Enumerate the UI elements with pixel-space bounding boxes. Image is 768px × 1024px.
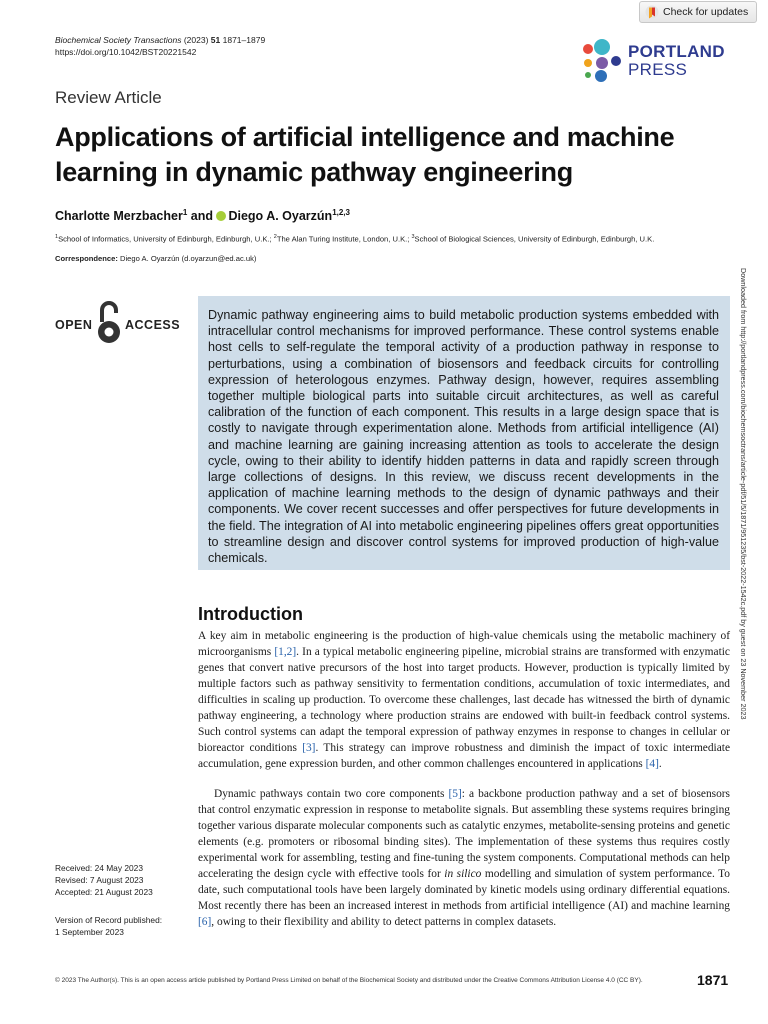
paragraph-text: . In a typical metabolic engineering pipeline, microbial strains are transformed with enzymatic genes that convert native precursors of the host into target products. However, production is typically limited by multiple factors such as pathway sensitivity to fermentation conditions, accumulation of toxic intermediates, and difficulties in scaling up production. To overcome these challenges, last decade has witnessed the birth of dynamic pathway engineering, a technology where production strains are endowed with built-in feedback control systems. Such control systems can adapt the temporal expression of pathway enzymes in response to changes in cellular or bioreactor conditions <box>198 646 730 754</box>
intro-paragraph-1 <box>198 628 730 772</box>
correspondence <box>55 254 256 263</box>
paragraph-text: . This strategy can improve robustness and diminish the impact of toxic intermediate accumulation, gene expression burden, and other common challenges encountered in applications <box>198 742 731 770</box>
crossmark-icon <box>645 5 659 19</box>
logo-word-portland: PORTLAND <box>628 42 725 61</box>
open-lock-icon <box>96 300 122 346</box>
citation-link[interactable]: [1,2] <box>274 646 297 658</box>
intro-paragraph-2 <box>198 786 730 930</box>
orcid-icon[interactable] <box>216 211 226 221</box>
license-footer: © 2023 The Author(s). This is an open access article published by Portland Press Limited on behalf of the Biochemical Society and distributed under the Creative Commons Attribution License 4.0 (CC BY). <box>55 977 643 984</box>
author-conjunction: and <box>190 209 213 224</box>
vor-label: Version of Record published: <box>55 915 163 925</box>
citation-link[interactable]: [3] <box>302 742 316 754</box>
author-affiliation-marker: 1 <box>182 208 188 217</box>
abstract-box: Dynamic pathway engineering aims to build metabolic production systems embedded with intracellular control mechanisms for improved performance. These control systems enable host cells to self-regulate the temporal activity of a production pathway in response to perturbations, using a combination of biosensors and feedback circuits for controlling expression of heterologous enzymes. Pathway design, however, requires assembling together multiple biological parts into suitable circuit architectures, as well as careful calibration of the function of each component. This results in a large design space that is costly to navigate through experimentation alone. Methods from artificial intelligence (AI) and machine learning are gaining increasing attention as tools to accelerate the design cycle, owing to their ability to identify hidden patterns in data and rapidly screen through large collections of designs. In this review, we discuss recent developments in the application of machine learning methods to the design of dynamic pathways and their components. We cover recent successes and offer perspectives for future developments in the field. The integration of AI into metabolic engineering pipelines offers great opportunities to streamline design and discover control systems for improved production of high-value chemicals. <box>198 296 730 570</box>
affiliation-marker: 1 <box>55 234 59 240</box>
paragraph-text: modelling and simulation of system performance. To date, such computational tools have been largely dominated by kinetic models using ordinary differential equations. Most recently there has been an increased interest in methods from artificial intelligence (AI) and machine learning <box>198 868 730 912</box>
logo-word-press: PRESS <box>628 60 688 79</box>
affiliation-text: School of Informatics, University of Edinburgh, Edinburgh, U.K.; <box>58 234 274 244</box>
author-name: Diego A. Oyarzún <box>228 209 333 224</box>
section-heading-introduction: Introduction <box>198 604 303 624</box>
vor-date: 1 September 2023 <box>55 927 124 937</box>
citation-link[interactable]: [5] <box>448 788 462 800</box>
affiliation-marker: 3 <box>411 234 415 240</box>
journal-year: (2023) <box>183 35 209 45</box>
journal-volume: 51 <box>210 35 221 45</box>
open-access-word-access: ACCESS <box>125 318 181 332</box>
journal-name: Biochemical Society Transactions <box>55 35 182 45</box>
download-note: Downloaded from http://portlandpress.com/biochemsoctrans/article-pdf/51/5/1871/951235/bst-2022-1542c.pdf by guest on 23 November 2023 <box>739 268 748 720</box>
paragraph-text: , owing to their flexibility and ability to detect patterns in complex datasets. <box>211 916 557 928</box>
date-accepted: Accepted: 21 August 2023 <box>55 887 153 897</box>
citation-link[interactable]: [6] <box>198 916 212 928</box>
doi-link[interactable]: https://doi.org/10.1042/BST20221542 <box>55 47 197 57</box>
article-title: Applications of artificial intelligence and machine learning in dynamic pathway engineering <box>55 122 675 187</box>
history-dates <box>55 862 153 898</box>
version-of-record <box>55 914 162 938</box>
download-watermark <box>737 268 751 758</box>
author-list <box>55 208 350 223</box>
citation-link[interactable]: [4] <box>645 758 659 770</box>
open-access-badge <box>55 300 185 350</box>
paragraph-text: Dynamic pathways contain two core components <box>214 788 449 800</box>
paragraph-text: . <box>658 758 662 770</box>
journal-citation <box>55 34 265 58</box>
logo-dots-icon <box>580 38 626 84</box>
italic-term: in silico <box>444 868 482 880</box>
page-number: 1871 <box>697 972 729 988</box>
open-access-word-open: OPEN <box>55 318 93 332</box>
article-type: Review Article <box>55 88 162 107</box>
paragraph-text: A key aim in metabolic engineering is the production of high-value chemicals using the metabolic machinery of microorganisms <box>198 630 730 658</box>
affiliation-marker: 2 <box>273 234 277 240</box>
portland-press-logo <box>580 38 740 84</box>
date-received: Received: 24 May 2023 <box>55 863 143 873</box>
author-affiliation-marker: 1,2,3 <box>332 208 350 217</box>
author-name: Charlotte Merzbacher <box>55 209 183 224</box>
affiliations <box>55 234 745 244</box>
check-for-updates-button[interactable] <box>639 1 757 23</box>
date-revised: Revised: 7 August 2023 <box>55 875 144 885</box>
correspondence-email[interactable]: Diego A. Oyarzún (d.oyarzun@ed.ac.uk) <box>120 254 257 263</box>
journal-pages: 1871–1879 <box>222 35 266 45</box>
affiliation-text: The Alan Turing Institute, London, U.K.; <box>276 234 412 244</box>
paragraph-text: : a backbone production pathway and a set of biosensors that control enzymatic expression in response to metabolite signals. But assembling these systems requires bringing together various disparate molecular components such as catalytic enzymes, metabolite-sensing proteins and genetic elements (e.g. promoters or ribosomal binding sites). The implementation of these systems thus requires costly experimental work for assembling, testing and fine-tuning the system components. Computational methods can help accelerating the design cycle with effective tools for <box>198 788 730 880</box>
affiliation-text: School of Biological Sciences, University of Edinburgh, Edinburgh, U.K. <box>414 234 655 244</box>
check-for-updates-label: Check for updates <box>663 6 749 18</box>
correspondence-label: Correspondence: <box>55 254 118 263</box>
